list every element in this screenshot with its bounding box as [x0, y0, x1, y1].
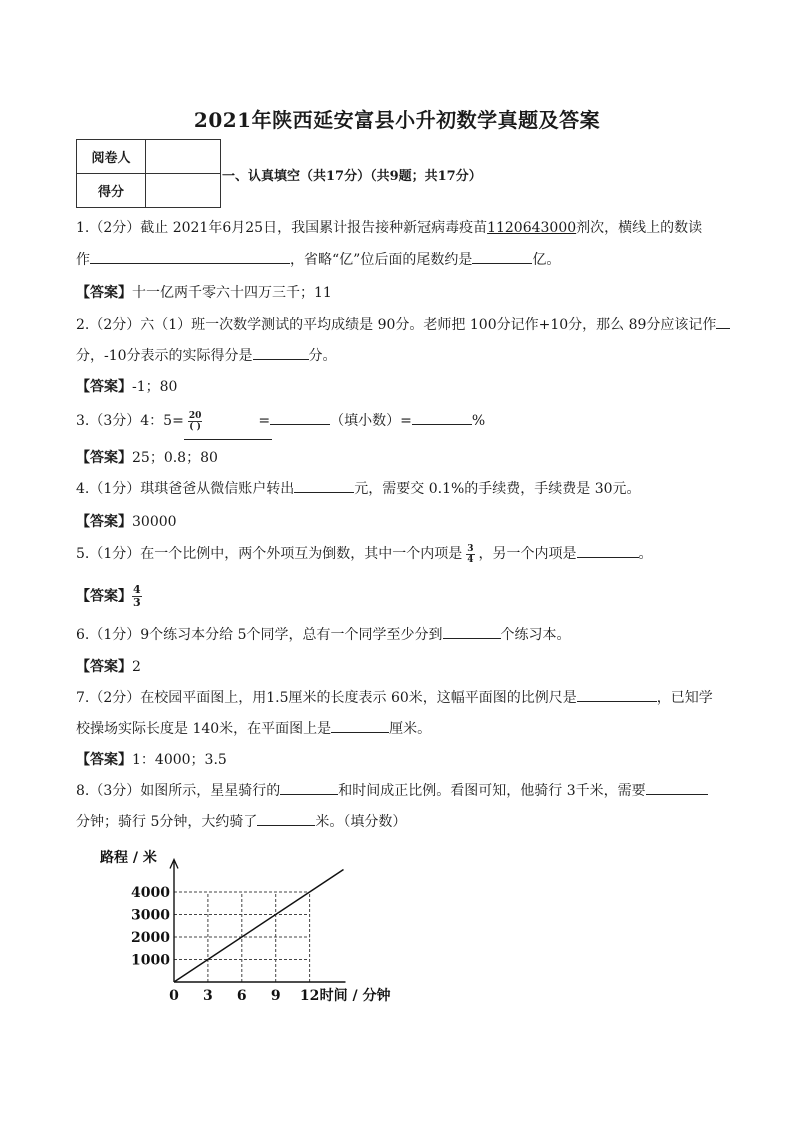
- q1-text-b: 剂次，横线上的数读: [576, 220, 703, 236]
- q2-text-b: 分，-10分表示的实际得分是: [76, 348, 253, 364]
- q8-blank-1[interactable]: [280, 780, 338, 795]
- q8-blank-2[interactable]: [646, 780, 708, 795]
- q3-answer-text: 25；0.8；80: [132, 450, 218, 466]
- reviewer-label: 阅卷人: [77, 140, 146, 174]
- answer-tag: 【答案】: [76, 659, 132, 675]
- q6-answer-text: 2: [132, 659, 141, 675]
- q4-text-a: 4.（1分）琪琪爸爸从微信账户转出: [76, 481, 295, 497]
- q1-blank-2[interactable]: [472, 249, 532, 264]
- q7-text-c: 校操场实际长度是 140米，在平面图上是: [76, 721, 332, 737]
- q5-text-b: ，另一个内项是: [478, 546, 577, 562]
- reviewer-cell: [146, 140, 221, 174]
- q3-text-b: （填小数）=: [330, 413, 412, 429]
- distance-time-chart: [96, 840, 391, 1015]
- q1-line1: [76, 217, 702, 237]
- q8-text-b: 和时间成正比例。看图可知，他骑行 3千米，需要: [338, 783, 646, 799]
- score-label: 得分: [77, 174, 146, 208]
- y-axis-label: 路程 / 米: [100, 850, 157, 866]
- q3-blank-1[interactable]: [184, 439, 272, 440]
- q4-answer: [76, 511, 177, 531]
- q1-answer-text: 十一亿两千零六十四万三千；11: [132, 285, 332, 301]
- q3-answer: [76, 447, 218, 467]
- q5-text-a: 5.（1分）在一个比例中，两个外项互为倒数，其中一个内项是: [76, 546, 463, 562]
- q8-blank-3[interactable]: [257, 811, 315, 826]
- q5-line: [76, 543, 653, 565]
- q1-answer: [76, 282, 332, 302]
- x-tick-label: 9: [270, 988, 281, 1004]
- q6-answer: [76, 656, 141, 676]
- q8-line1: [76, 780, 708, 800]
- y-tick-label: 1000: [131, 952, 170, 969]
- section-header: 一、认真填空（共17分）（共9题；共17分）: [222, 169, 482, 184]
- q5-answer-num: 4: [133, 583, 141, 596]
- answer-tag: 【答案】: [76, 752, 132, 768]
- q2-blank-1[interactable]: [716, 314, 730, 329]
- q3-text-a: 3.（3分）4：5=: [76, 413, 184, 429]
- answer-tag: 【答案】: [76, 514, 132, 530]
- q3-text-c: %: [471, 413, 486, 429]
- x-tick-label: 3: [203, 988, 213, 1004]
- q8-text-c: 分钟；骑行 5分钟，大约骑了: [76, 814, 258, 830]
- q7-text-a: 7.（2分）在校园平面图上，用1.5厘米的长度表示 60米，这幅平面图的比例尺是: [76, 690, 577, 706]
- series-line: [174, 870, 344, 983]
- q2-line1: [76, 314, 730, 334]
- q2-text-a: 2.（2分）六（1）班一次数学测试的平均成绩是 90分。老师把 100分记作+10分，那么 89分应该记作: [76, 317, 717, 333]
- y-tick-label: 4000: [131, 885, 170, 901]
- q7-text-b: ，已知学: [656, 690, 713, 706]
- y-tick-label: 3000: [131, 907, 170, 924]
- q7-line2: [76, 718, 431, 738]
- q4-answer-text: 30000: [132, 514, 177, 530]
- q4-blank[interactable]: [294, 478, 354, 493]
- q5-frac-den: 4: [467, 554, 474, 565]
- q1-text-c: 作: [76, 252, 90, 268]
- x-tick-label: 0: [169, 988, 179, 1004]
- q3-frac-num: 20: [188, 410, 202, 421]
- q2-line2: [76, 345, 337, 365]
- q3-fraction: [188, 411, 203, 432]
- q5-answer: [76, 584, 142, 609]
- q2-blank-2[interactable]: [253, 345, 309, 360]
- q8-text-a: 8.（3分）如图所示，星星骑行的: [76, 783, 281, 799]
- q3-line: [76, 410, 485, 432]
- q4-line: [76, 478, 641, 498]
- score-table: [76, 139, 221, 208]
- q5-answer-fraction: [132, 584, 142, 609]
- answer-tag: 【答案】: [76, 588, 132, 605]
- x-tick-label: 6: [236, 988, 247, 1004]
- q1-text-a: 1.（2分）截止 2021年6月25日，我国累计报告接种新冠病毒疫苗: [76, 220, 488, 236]
- q2-text-c: 分。: [308, 348, 337, 364]
- q7-answer: [76, 749, 227, 769]
- q7-blank-1[interactable]: [577, 687, 657, 702]
- q7-blank-2[interactable]: [331, 718, 389, 733]
- q6-text-a: 6.（1分）9个练习本分给 5个同学，总有一个同学至少分到: [76, 627, 443, 643]
- q4-text-b: 元，需要交 0.1%的手续费，手续费是 30元。: [354, 481, 641, 497]
- q8-text-d: 米。（填分数）: [315, 814, 407, 830]
- x-axis-label: 时间 / 分钟: [319, 988, 391, 1004]
- answer-tag: 【答案】: [76, 379, 132, 395]
- q3-blank-3[interactable]: [412, 410, 472, 425]
- x-tick-label: 12: [299, 988, 320, 1004]
- q2-answer-text: -1；80: [132, 379, 178, 395]
- q3-blank-2[interactable]: [270, 410, 330, 425]
- answer-tag: 【答案】: [76, 450, 132, 466]
- q8-line2: [76, 811, 406, 831]
- q1-text-d: ，省略“亿”位后面的尾数约是: [290, 252, 473, 268]
- q6-text-b: 个练习本。: [500, 627, 571, 643]
- score-cell: [146, 174, 221, 208]
- q6-blank[interactable]: [443, 624, 501, 639]
- q1-blank-1[interactable]: [90, 249, 290, 264]
- q1-number: 1120643000: [487, 220, 577, 236]
- q5-blank[interactable]: [577, 543, 639, 558]
- answer-tag: 【答案】: [76, 285, 132, 301]
- q1-line2: [76, 249, 560, 269]
- q7-line1: [76, 687, 713, 707]
- q6-line: [76, 624, 571, 644]
- q7-text-d: 厘米。: [389, 721, 432, 737]
- q3-eq: =: [258, 413, 271, 429]
- q3-frac-den: ( ): [189, 421, 201, 432]
- q5-fraction: [466, 544, 474, 565]
- page-title: 2021年陕西延安富县小升初数学真题及答案: [193, 108, 601, 132]
- q5-text-c: 。: [638, 546, 653, 562]
- q5-answer-den: 3: [133, 596, 141, 609]
- q1-text-e: 亿。: [532, 252, 561, 268]
- q5-frac-num: 3: [467, 543, 474, 554]
- q2-answer: [76, 376, 177, 396]
- y-tick-label: 2000: [131, 930, 170, 946]
- q7-answer-text: 1：4000；3.5: [132, 752, 227, 768]
